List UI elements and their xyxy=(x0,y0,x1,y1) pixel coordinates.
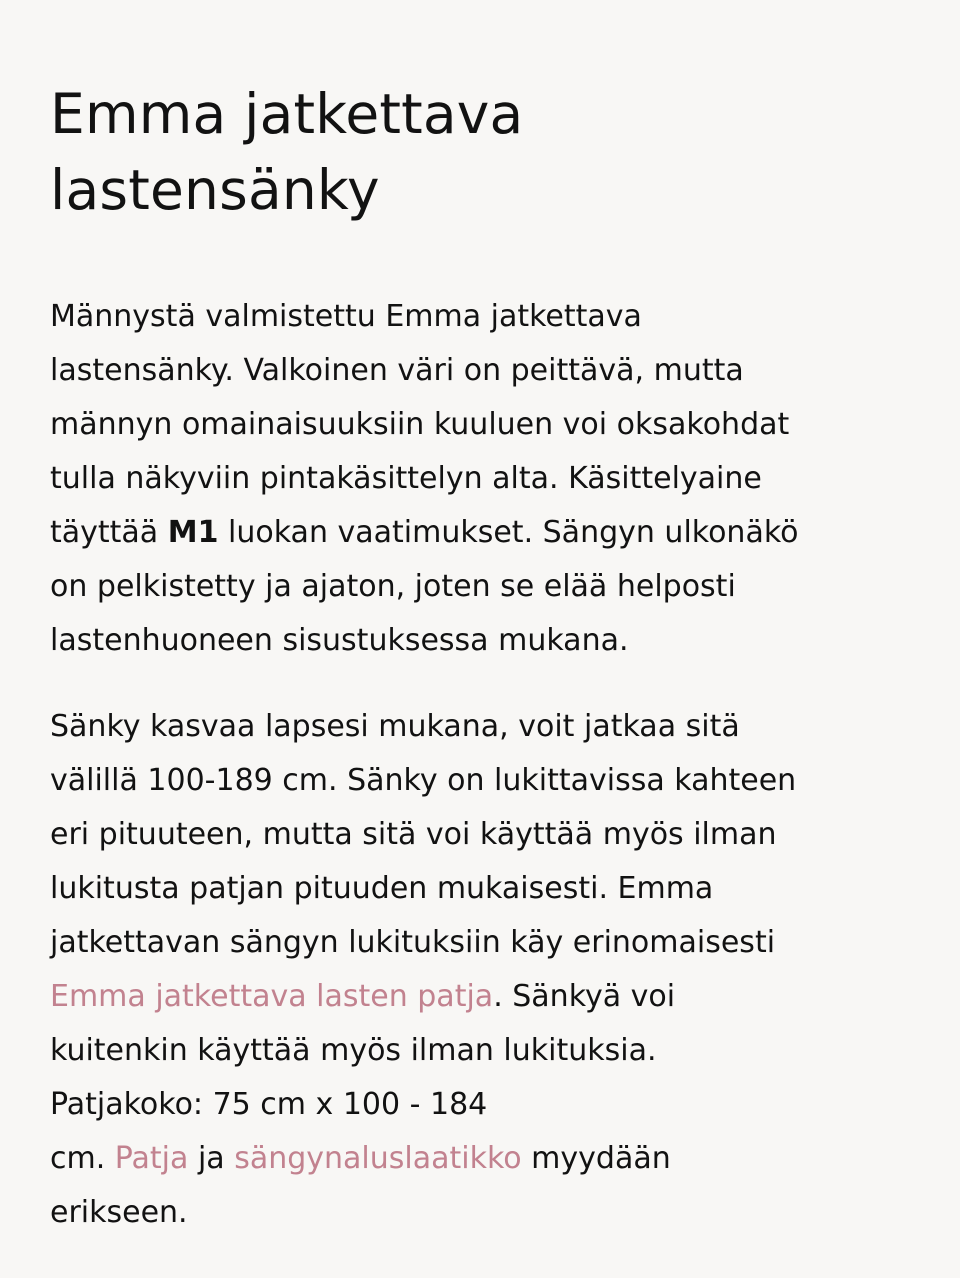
paragraph-1-line-5 xyxy=(50,506,910,560)
mattress-link[interactable]: Emma jatkettava lasten patja xyxy=(50,979,494,1014)
product-title-line-1: Emma jatkettava xyxy=(50,82,524,146)
paragraph-2-line-4: lukitusta patjan pituuden mukaisesti. Emma xyxy=(50,871,714,906)
product-title-line-2: lastensänky xyxy=(50,158,380,222)
paragraph-1-line-5-end: luokan vaatimukset. Sängyn ulkonäkö xyxy=(218,515,799,550)
paragraph-1-line-1: Männystä valmistettu Emma jatkettava xyxy=(50,299,642,334)
paragraph-2-line-2: välillä 100-189 cm. Sänky on lukittavissa kahteen xyxy=(50,763,797,798)
paragraph-2-line-7: kuitenkin käyttää myös ilman lukituksia. xyxy=(50,1033,657,1068)
paragraph-1-line-3: männyn omainaisuuksiin kuuluen voi oksakohdat xyxy=(50,407,790,442)
paragraph-3-line-2-start: cm. xyxy=(50,1141,115,1176)
patja-link[interactable]: Patja xyxy=(114,1141,189,1176)
paragraph-3-line-2 xyxy=(50,1132,910,1186)
paragraph-2-line-1: Sänky kasvaa lapsesi mukana, voit jatkaa sitä xyxy=(50,709,740,744)
mattress-size-line: Patjakoko: 75 cm x 100 - 184 xyxy=(50,1087,488,1122)
paragraph-2-line-3: eri pituuteen, mutta sitä voi käyttää myös ilman xyxy=(50,817,777,852)
paragraph-1-line-4: tulla näkyviin pintakäsittelyn alta. Käsittelyaine xyxy=(50,461,762,496)
description-paragraph-3 xyxy=(50,1078,910,1240)
m1-class-label: M1 xyxy=(167,515,219,550)
paragraph-3-line-2-middle: ja xyxy=(188,1141,235,1176)
description-paragraph-2 xyxy=(50,700,910,1078)
paragraph-1-line-2: lastensänky. Valkoinen väri on peittävä, mutta xyxy=(50,353,744,388)
paragraph-3-line-2-end: myydään xyxy=(521,1141,671,1176)
paragraph-1-line-7: lastenhuoneen sisustuksessa mukana. xyxy=(50,623,629,658)
description-paragraph-1 xyxy=(50,290,910,668)
paragraph-2-line-6-end: . Sänkyä voi xyxy=(493,979,676,1014)
paragraph-1-line-5-start: täyttää xyxy=(50,515,168,550)
paragraph-1-line-6: on pelkistetty ja ajaton, joten se elää helposti xyxy=(50,569,736,604)
paragraph-2-line-6 xyxy=(50,970,910,1024)
paragraph-2-line-5: jatkettavan sängyn lukituksiin käy erinomaisesti xyxy=(50,925,776,960)
product-title xyxy=(50,76,690,228)
paragraph-3-line-3: erikseen. xyxy=(50,1195,188,1230)
bed-drawer-link[interactable]: sängynaluslaatikko xyxy=(234,1141,522,1176)
